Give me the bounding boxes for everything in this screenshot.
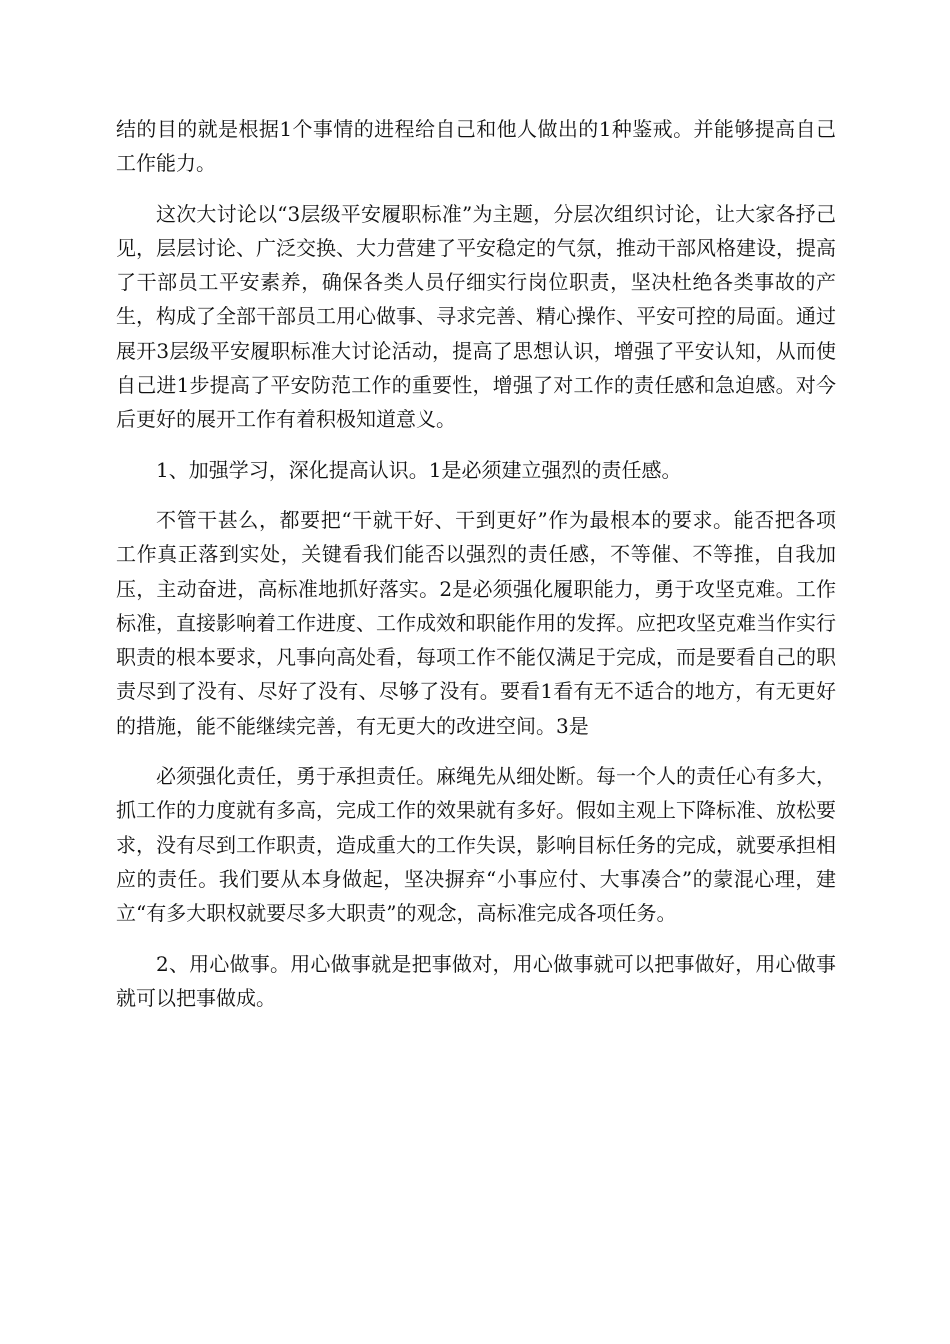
paragraph-discussion-summary: 这次大讨论以“3层级平安履职标准”为主题，分层次组织讨论，让大家各抒己见，层层讨论、广泛交换、大力营建了平安稳定的气氛，推动干部风格建设，提高了干部员工平安素养，确保各类人员仔细实行岗位职责，坚决杜绝各类事故的产生，构成了全部干部员工用心做事、寻求完善、精心操作、平安可控的局面。通过展开3层级平安履职标准大讨论活动，提高了思想认识，增强了平安认知，从而使自己进1步提高了平安防范工作的重要性，增强了对工作的责任感和急迫感。对今后更好的展开工作有着积极知道意义。 — [116, 201, 836, 432]
paragraph-continuation: 结的目的就是根据1个事情的进程给自己和他人做出的1种鉴戒。并能够提高自己工作能力。 — [116, 117, 836, 176]
paragraph-section-2: 2、用心做事。用心做事就是把事做对，用心做事就可以把事做好，用心做事就可以把事做成。 — [116, 951, 836, 1010]
paragraph-responsibility: 不管干甚么，都要把“干就干好、干到更好”作为最根本的要求。能否把各项工作真正落到实处，关键看我们能否以强烈的责任感，不等催、不等推，自我加压，主动奋进，高标准地抓好落实。2是必须强化履职能力，勇于攻坚克难。工作标准，直接影响着工作进度、工作成效和职能作用的发挥。应把攻坚克难当作实行职责的根本要求，凡事向高处看，每项工作不能仅满足于完成，而是要看自己的职责尽到了没有、尽好了没有、尽够了没有。要看1看有无不适合的地方，有无更好的措施，能不能继续完善，有无更大的改进空间。3是 — [116, 507, 836, 738]
paragraph-section-1-heading: 1、加强学习，深化提高认识。1是必须建立强烈的责任感。 — [156, 457, 682, 482]
document-page — [116, 112, 836, 1031]
paragraph-take-responsibility: 必须强化责任，勇于承担责任。麻绳先从细处断。每一个人的责任心有多大，抓工作的力度就有多高，完成工作的效果就有多好。假如主观上下降标准、放松要求，没有尽到工作职责，造成重大的工作失误，影响目标任务的完成，就要承担相应的责任。我们要从本身做起，坚决摒弃“小事应付、大事凑合”的蒙混心理，建立“有多大职权就要尽多大职责”的观念，高标准完成各项任务。 — [116, 764, 836, 926]
